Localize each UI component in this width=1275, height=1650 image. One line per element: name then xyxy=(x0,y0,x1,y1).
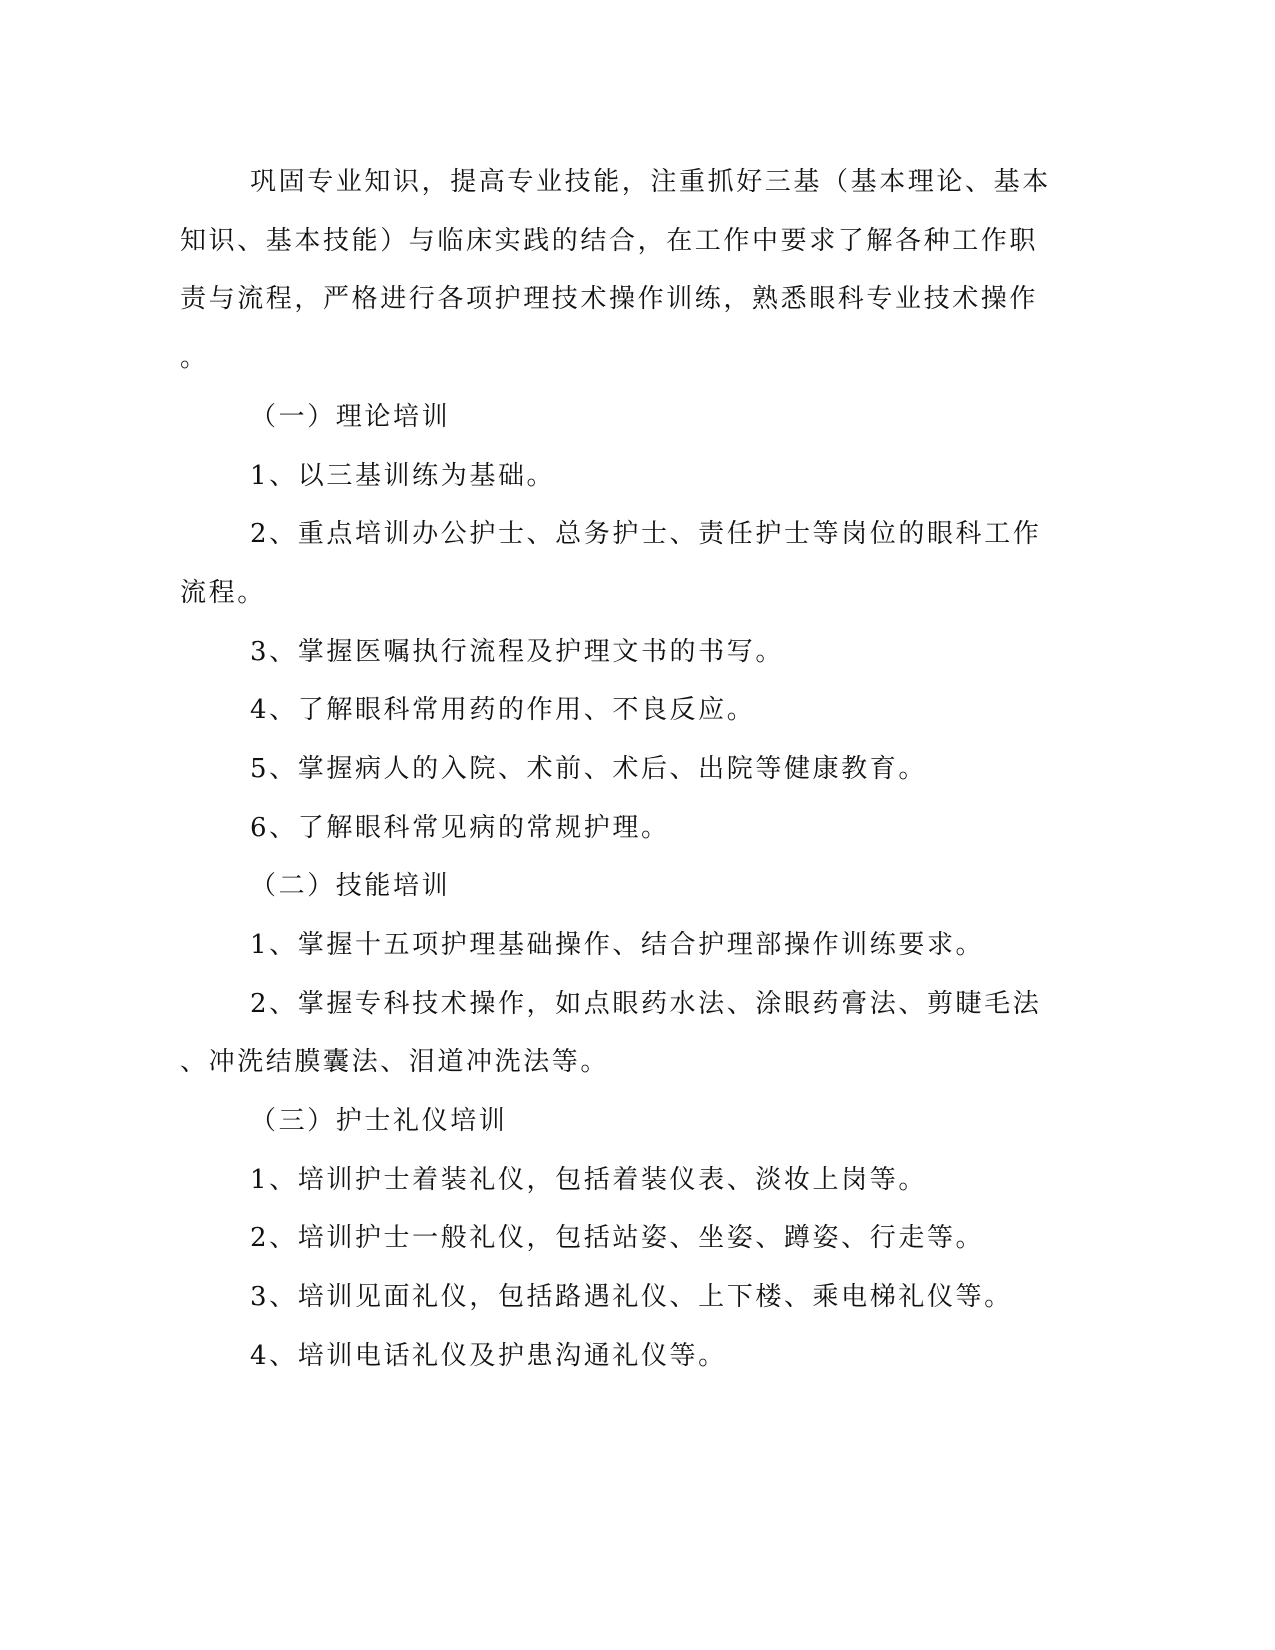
section-heading-skills: （二）技能培训 xyxy=(250,871,451,901)
etiquette-item-3: 3、培训见面礼仪，包括路遇礼仪、上下楼、乘电梯礼仪等。 xyxy=(250,1282,1013,1312)
theory-item-4: 4、了解眼科常用药的作用、不良反应。 xyxy=(250,695,756,725)
paragraph-intro-line-1: 巩固专业知识，提高专业技能，注重抓好三基（基本理论、基本 xyxy=(250,167,1051,197)
etiquette-item-2: 2、培训护士一般礼仪，包括站姿、坐姿、蹲姿、行走等。 xyxy=(250,1223,985,1253)
theory-item-2-line-1: 2、重点培训办公护士、总务护士、责任护士等岗位的眼科工作 xyxy=(250,519,1042,549)
paragraph-intro-line-2: 知识、基本技能）与临床实践的结合，在工作中要求了解各种工作职 xyxy=(180,226,1039,256)
skills-item-2-line-2: 、冲洗结膜囊法、泪道冲洗法等。 xyxy=(180,1047,610,1077)
theory-item-2-line-2: 流程。 xyxy=(180,578,266,608)
etiquette-item-4: 4、培训电话礼仪及护患沟通礼仪等。 xyxy=(250,1341,727,1371)
section-heading-theory: （一）理论培训 xyxy=(250,402,451,432)
section-heading-etiquette: （三）护士礼仪培训 xyxy=(250,1106,508,1136)
theory-item-1: 1、以三基训练为基础。 xyxy=(250,461,556,491)
paragraph-intro-line-3: 责与流程，严格进行各项护理技术操作训练，熟悉眼科专业技术操作 xyxy=(180,284,1039,314)
skills-item-1: 1、掌握十五项护理基础操作、结合护理部操作训练要求。 xyxy=(250,930,985,960)
etiquette-item-1: 1、培训护士着装礼仪，包括着装仪表、淡妆上岗等。 xyxy=(250,1165,927,1195)
theory-item-5: 5、掌握病人的入院、术前、术后、出院等健康教育。 xyxy=(250,754,927,784)
skills-item-2-line-1: 2、掌握专科技术操作，如点眼药水法、涂眼药膏法、剪睫毛法 xyxy=(250,989,1042,1019)
theory-item-6: 6、了解眼科常见病的常规护理。 xyxy=(250,813,670,843)
theory-item-3: 3、掌握医嘱执行流程及护理文书的书写。 xyxy=(250,637,784,667)
paragraph-intro-line-4: 。 xyxy=(180,343,209,373)
